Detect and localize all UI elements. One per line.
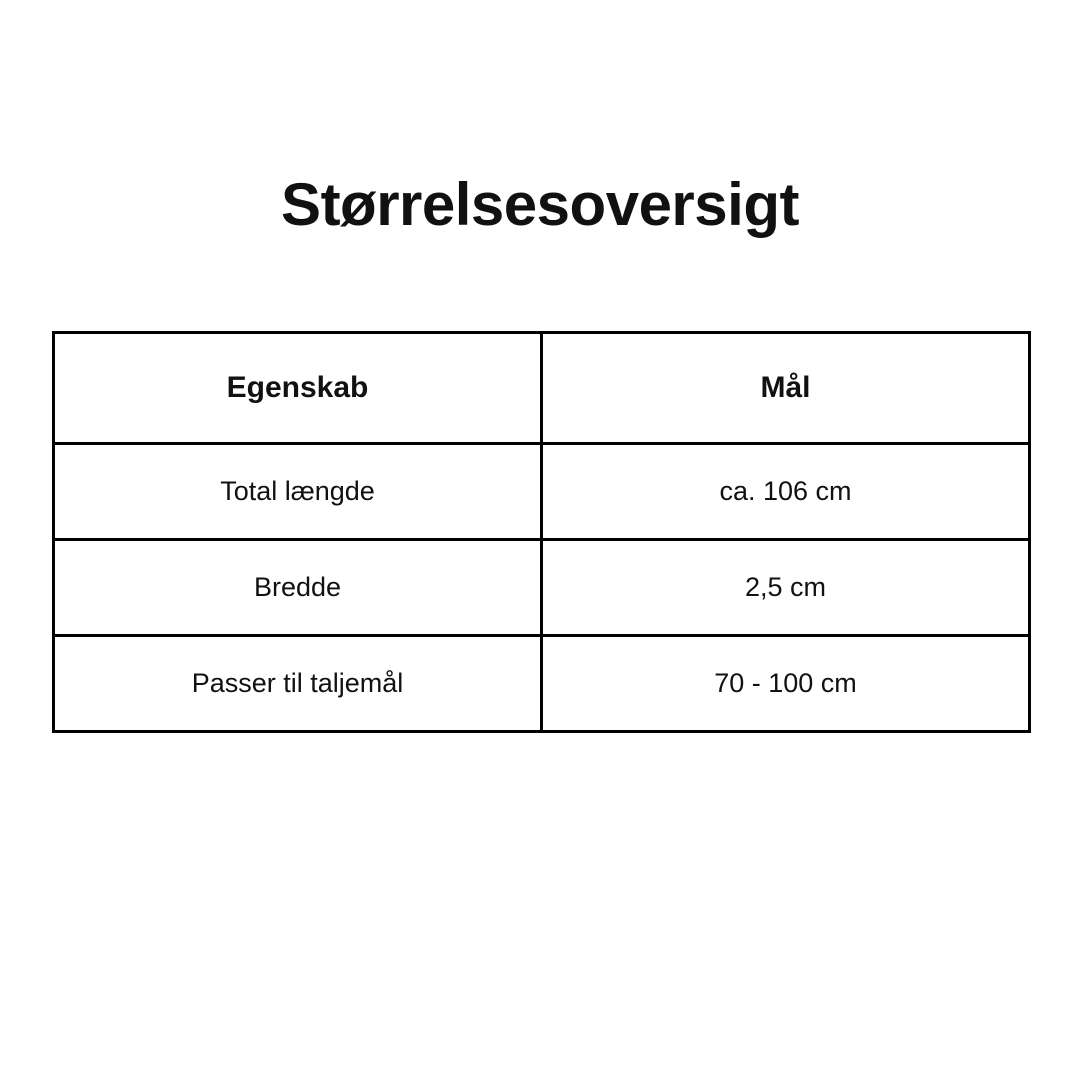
column-header-measure [542, 333, 1030, 444]
cell-property-label: Passer til taljemål [191, 668, 404, 698]
cell-measure-label: ca. 106 cm [719, 476, 852, 506]
cell-property [54, 444, 542, 540]
cell-measure [542, 636, 1030, 732]
cell-property-label: Total længde [220, 476, 375, 506]
cell-property [54, 636, 542, 732]
cell-property-label: Bredde [253, 572, 342, 602]
cell-measure-label: 2,5 cm [744, 572, 827, 602]
table-header-row [54, 333, 1030, 444]
column-header-property [54, 333, 542, 444]
page-title: Størrelsesoversigt [281, 171, 799, 238]
cell-measure [542, 444, 1030, 540]
cell-measure [542, 540, 1030, 636]
table-row [54, 540, 1030, 636]
size-overview-table [52, 331, 1031, 733]
cell-property [54, 540, 542, 636]
column-header-property-label: Egenskab [226, 371, 369, 404]
cell-measure-label: 70 - 100 cm [714, 668, 857, 698]
column-header-measure-label: Mål [760, 371, 811, 404]
table-row [54, 636, 1030, 732]
table-row [54, 444, 1030, 540]
